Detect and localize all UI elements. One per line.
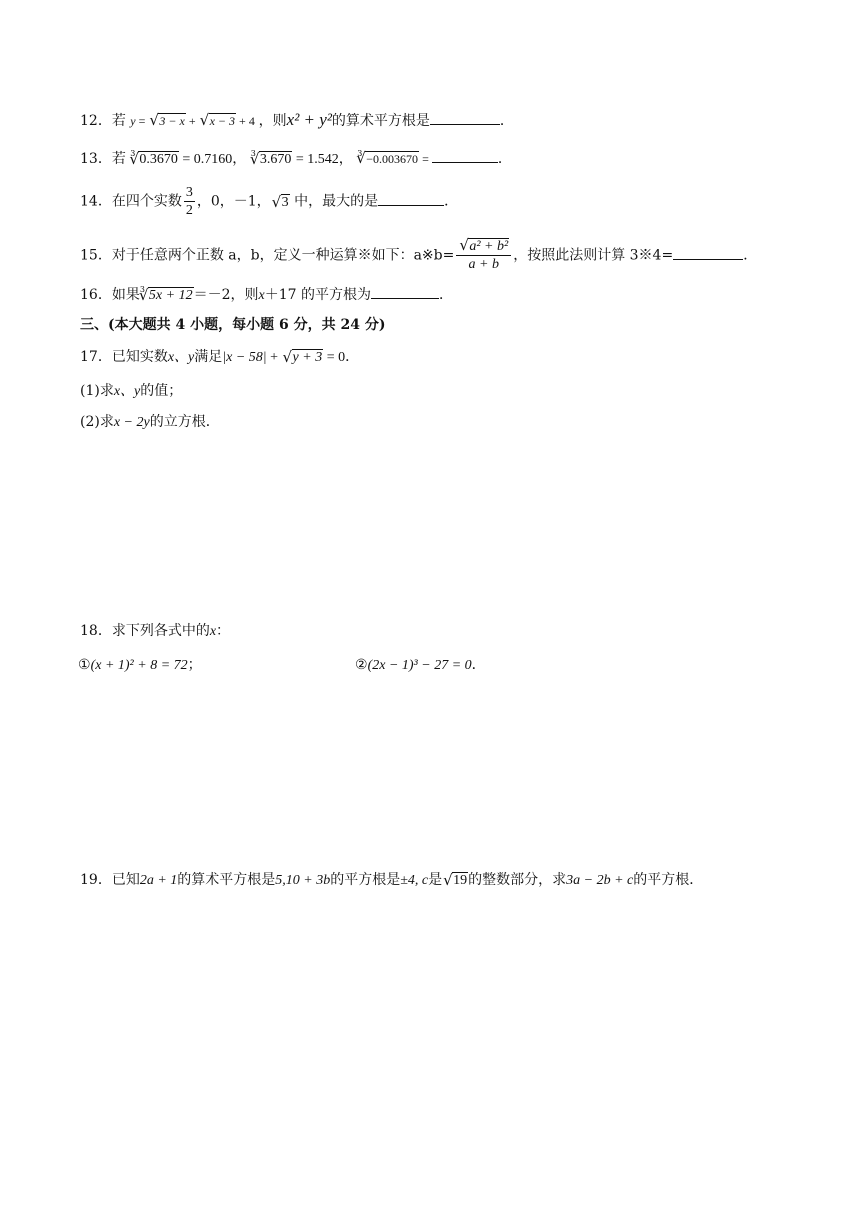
section-heading: 三、(本大题共 4 小题，每小题 6 分，共 24 分) [80, 317, 386, 333]
answer-blank[interactable] [673, 245, 743, 260]
question-19: 19．已知2a + 1的算术平方根是5,10 + 3b的平方根是±4, c是√ 19的整数部分，求3a − 2b + c的平方根． [80, 870, 703, 891]
fraction: √ $\frac{\text{a² + b²}}{a + b}$ [456, 238, 511, 273]
cube-root: √ 3.670 [250, 150, 293, 170]
square-root: √ 3 [272, 193, 290, 213]
answer-blank[interactable] [430, 110, 500, 125]
question-12: 12．若 y = √ 3 − x + √ x − 3 + 4 ，则x² + y²的算术平方根是 ． [80, 110, 514, 131]
question-18: 18．求下列各式中的x： [80, 623, 231, 639]
square-root: √ 3 − x [149, 111, 185, 131]
answer-blank[interactable] [378, 191, 444, 206]
square-root: √ 19 [443, 871, 468, 891]
question-number: 12． [80, 113, 112, 129]
question-15: 15．对于任意两个正数 a，b，定义一种运算※如下：a※b= √ $\frac{\text{a² + b²}}{a + b}$ ，按照此法则计算 3※4= ． [80, 238, 757, 273]
square-root: √ a² + b² [459, 238, 509, 255]
fraction: $\frac{3}{2}$ [185, 185, 193, 218]
square-root: √ y + 3 [283, 348, 324, 368]
absolute-value: |x − 58| [222, 350, 267, 365]
question-16: 16．如果$^3$√ 5x + 12＝－2，则x＋17 的平方根为 ． [80, 284, 453, 307]
question-17: 17．已知实数x、y满足|x − 58| + √ y + 3 = 0． [80, 347, 359, 368]
question-14: 14．在四个实数 $\frac{3}{2}$ ，0，－1，√ 3 中，最大的是 ． [80, 184, 458, 219]
answer-blank[interactable] [432, 148, 498, 163]
cube-root: √ 5x + 12 [139, 286, 194, 306]
answer-blank[interactable] [371, 284, 439, 299]
square-root: √ x − 3 [200, 111, 236, 131]
question-17-part-2: (2)求x − 2y的立方根． [80, 414, 220, 430]
equation-1: ①(x + 1)² + 8 = 72； [78, 657, 202, 673]
question-17-part-1: (1)求x、y的值； [80, 383, 183, 399]
math-expression: x² + y² [286, 110, 332, 129]
cube-root: √ 0.3670 [129, 150, 179, 170]
equation-2: ②(2x − 1)³ − 27 = 0． [355, 657, 486, 673]
cube-root: √ −0.003670 [356, 149, 419, 169]
question-13: 13．若 $^3$√ 0.3670 = 0.7160， $^3$√ 3.670 = 1.542， $^3$√ −0.003670 = ． [80, 148, 512, 171]
